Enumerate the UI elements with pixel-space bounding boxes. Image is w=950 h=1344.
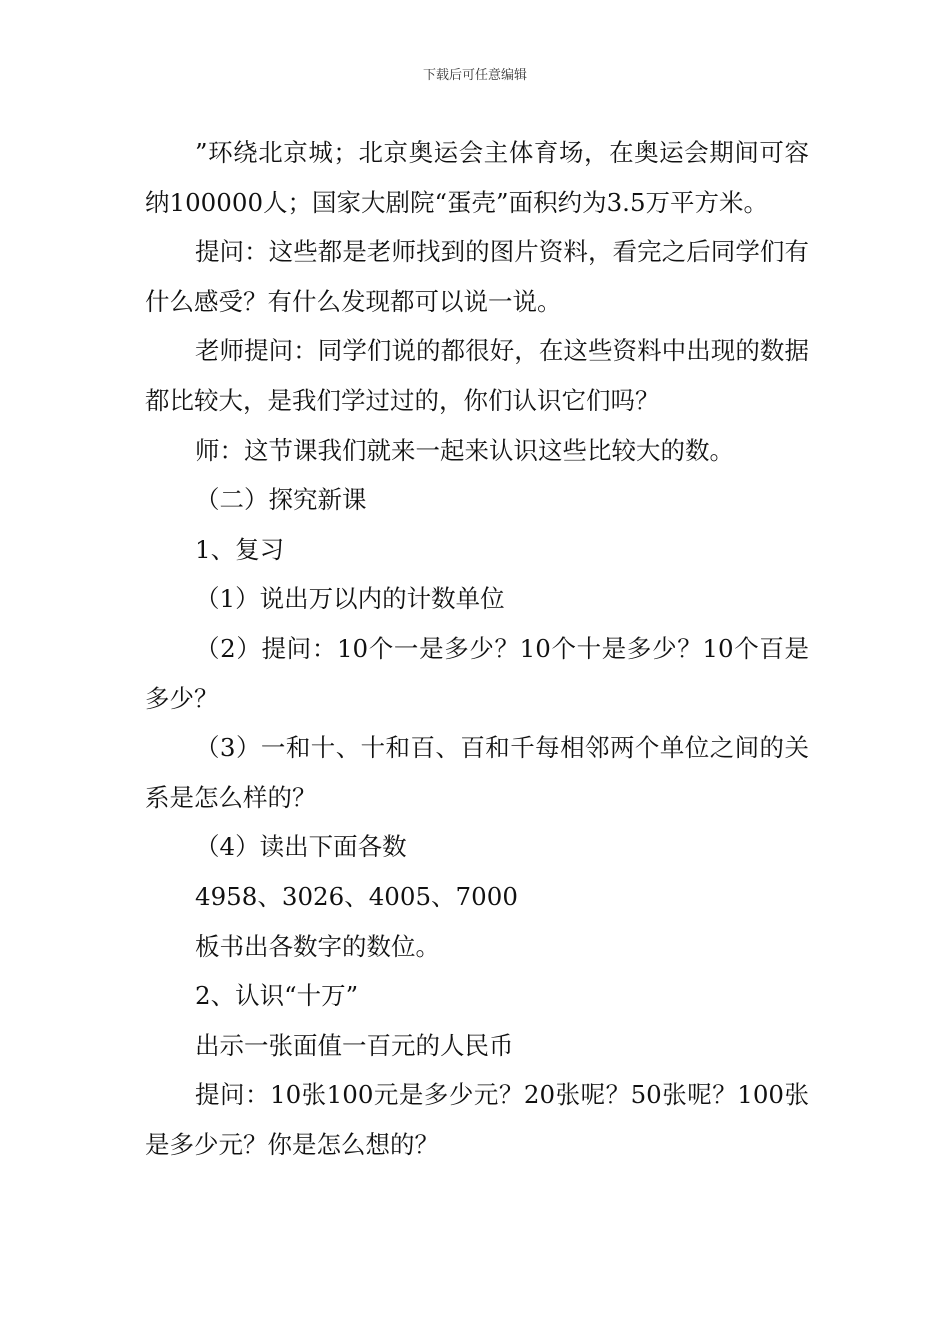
number-list: 4958、3026、4005、7000 (195, 881, 518, 911)
paragraph-teacher-question: 老师提问：同学们说的都很好，在这些资料中出现的数据都比较大，是我们学过过的，你们认识它们吗？ (145, 336, 809, 415)
paragraph-lesson-intro: 师：这节课我们就来一起来认识这些比较大的数。 (195, 435, 734, 465)
paragraph-banknote-question: 提问：10张100元是多少元？20张呢？50张呢？100张是多少元？你是怎么想的？ (145, 1080, 809, 1159)
page-header: 下载后可任意编辑 (422, 68, 527, 83)
item-4-read-numbers: （4）读出下面各数 (195, 832, 407, 862)
paragraph-question-feelings: 提问：这些都是老师找到的图片资料，看完之后同学们有什么感受？有什么发现都可以说一说。 (145, 237, 809, 316)
section-heading-explore: （二）探究新课 (195, 485, 367, 515)
item-2-question: （2）提问：10个一是多少？10个十是多少？10个百是多少？ (145, 633, 809, 713)
item-1-counting-units: （1）说出万以内的计数单位 (195, 584, 505, 614)
subsection-hundred-thousand: 2、认识“十万” (195, 981, 359, 1011)
paragraph-board-writing: 板书出各数字的数位。 (195, 931, 440, 961)
subsection-review: 1、复习 (195, 534, 285, 564)
item-3-relation: （3）一和十、十和百、百和千每相邻两个单位之间的关系是怎么样的？ (145, 733, 809, 812)
paragraph-beijing-facts: ”环绕北京城；北京奥运会主体育场，在奥运会期间可容纳100000人；国家大剧院“蛋壳”面积约为3.5万平方米。 (145, 138, 809, 217)
document-body (145, 128, 809, 1169)
paragraph-show-banknote: 出示一张面值一百元的人民币 (195, 1030, 514, 1060)
